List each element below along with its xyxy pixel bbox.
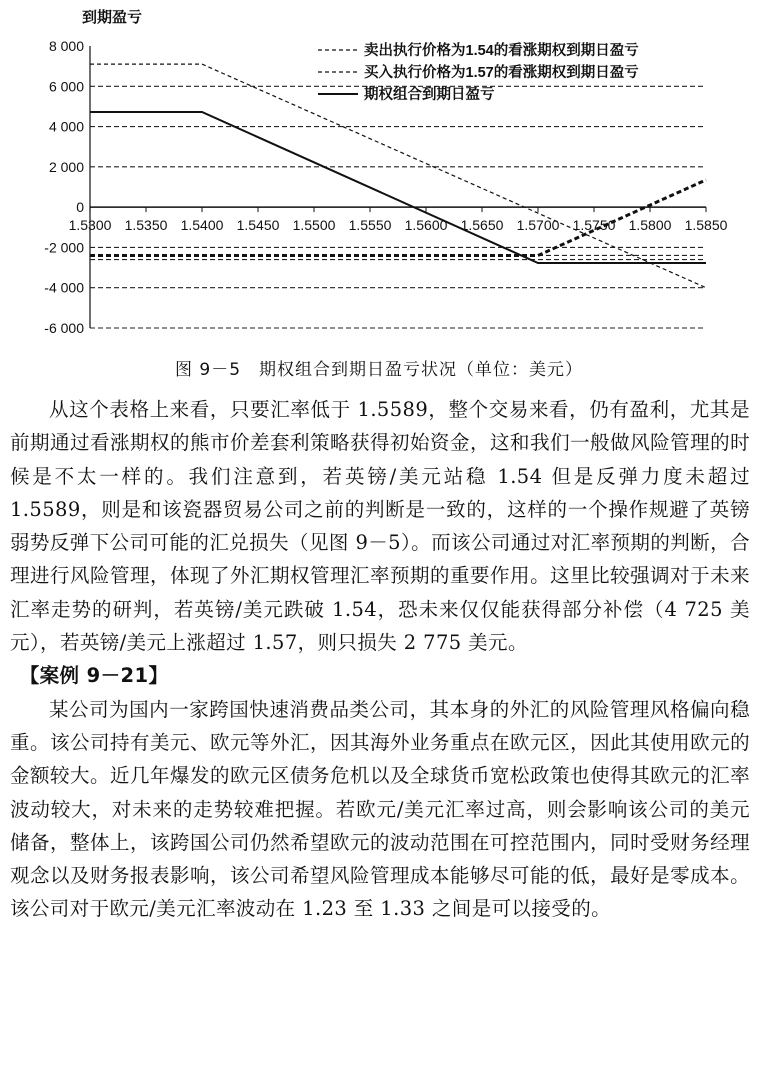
x-tick-label: 1.5650 [460,217,504,234]
y-tick-label: 6 000 [48,78,84,95]
x-tick-label: 1.5800 [628,217,672,234]
y-tick-label: 2 000 [48,158,84,175]
paragraph-1: 从这个表格上来看，只要汇率低于 1.5589，整个交易来看，仍有盈利，尤其是前期通过看涨期权的熊市价差套利策略获得初始资金，这和我们一般做风险管理的时候是不太一样的。我们注意到，若英镑/美元站稳 1.54 但是反弹力度未超过 1.5589，则是和该瓷器贸易公司之前的判断是一致的，这样的一个操作规避了英镑弱势反弹下公司可能的汇兑损失（见图 9－5）。而该公司通过对汇率预期的判断，合理进行风险管理，体现了外汇期权管理汇率预期的重要作用。这里比较强调对于未来汇率走势的研判，若英镑/美元跌破 1.54，恐未来仅仅能获得部分补偿（4 725 美元），若英镑/美元上涨超过 1.57，则只损失 2 775 美元。 [10,398,750,655]
figure-caption: 图 9－5 期权组合到期日盈亏状况（单位：美元） [174,360,584,380]
x-axis [69,207,728,233]
x-tick-label: 1.5550 [348,217,392,234]
y-tick-label: -4 000 [44,279,84,296]
x-tick-label: 1.5300 [68,217,112,234]
legend [318,41,639,103]
y-tick-label: -2 000 [44,239,84,256]
paragraph-2: 某公司为国内一家跨国快速消费品类公司，其本身的外汇的风险管理风格偏向稳重。该公司持有美元、欧元等外汇，因其海外业务重点在欧元区，因此其使用欧元的金额较大。近几年爆发的欧元区债务危机以及全球货币宽松政策也使得其欧元的汇率波动较大，对未来的走势较难把握。若欧元/美元汇率过高，则会影响该公司的美元储备，整体上，该跨国公司仍然希望欧元的波动范围在可控范围内，同时受财务经理观念以及财务报表影响，该公司希望风险管理成本能够尽可能的低，最好是零成本。该公司对于欧元/美元汇率波动在 1.23 至 1.33 之间是可以接受的。 [10,697,750,921]
y-tick-label: 8 000 [48,38,84,54]
x-tick-label: 1.5450 [236,217,280,234]
x-tick-label: 1.5500 [292,217,336,234]
x-tick-label: 1.5850 [684,217,728,234]
x-tick-label: 1.5750 [572,217,616,234]
payoff-chart [0,0,758,345]
y-tick-label: 4 000 [48,118,84,135]
y-axis-label: 到期盈亏 [82,9,143,26]
body-text [10,393,750,926]
legend-label-1: 卖出执行价格为1.54的看涨期权到期日盈亏 [364,43,639,59]
x-tick-label: 1.5700 [516,217,560,234]
x-tick-label: 1.5400 [180,217,224,234]
legend-label-2: 买入执行价格为1.57的看涨期权到期日盈亏 [364,65,639,81]
y-tick-labels [44,38,84,336]
x-tick-label: 1.5350 [124,217,168,234]
y-tick-label: 0 [76,199,84,216]
legend-label-3: 期权组合到期日盈亏 [364,87,495,103]
y-tick-label: -6 000 [44,320,84,336]
series-line-3 [90,112,706,263]
x-tick-label: 1.5600 [404,217,448,234]
case-heading: 【案例 9－21】 [19,664,169,688]
